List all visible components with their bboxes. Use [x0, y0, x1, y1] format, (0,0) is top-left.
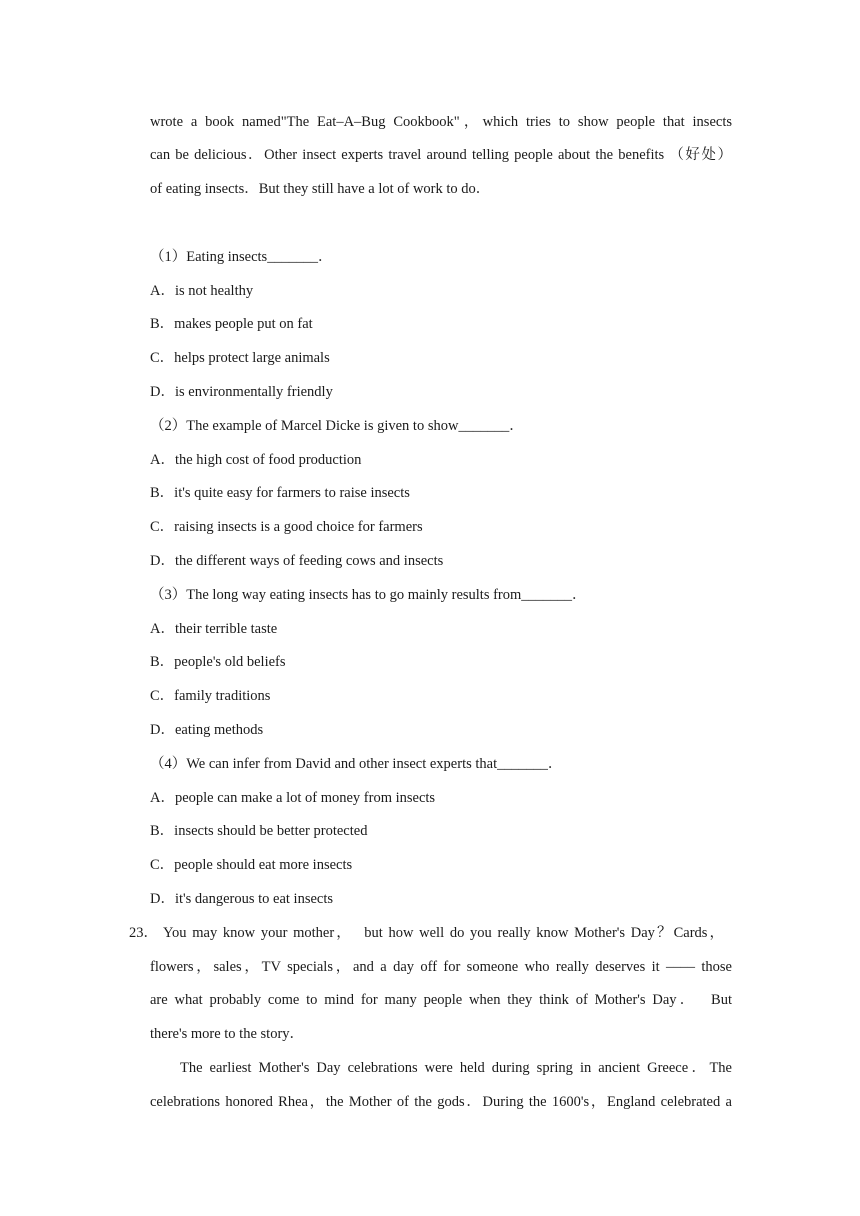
answer-option[interactable]: D．eating methods — [150, 722, 264, 738]
item-text-line: flowers，sales，TV specials，and a day off for someone who really deserves it –––– those — [150, 959, 732, 975]
answer-option[interactable]: A．their terrible taste — [150, 621, 278, 637]
question-stem: （1）Eating insects_______． — [150, 249, 333, 265]
answer-option[interactable]: C．raising insects is a good choice for farmers — [150, 519, 423, 535]
answer-option[interactable]: D．it's dangerous to eat insects — [150, 891, 334, 907]
answer-option[interactable]: C．family traditions — [150, 688, 271, 704]
question-stem: （4）We can infer from David and other insect experts that_______． — [150, 756, 563, 772]
answer-option[interactable]: A．people can make a lot of money from insects — [150, 790, 436, 806]
answer-option[interactable]: C．people should eat more insects — [150, 857, 353, 873]
answer-option[interactable]: D．is environmentally friendly — [150, 384, 333, 400]
answer-option[interactable]: B．it's quite easy for farmers to raise insects — [150, 485, 410, 501]
answer-option[interactable]: A．is not healthy — [150, 283, 254, 299]
passage-line: of eating insects．But they still have a lot of work to do． — [150, 181, 491, 197]
item-text-line: The earliest Mother's Day celebrations were held during spring in ancient Greece．The — [180, 1060, 732, 1076]
passage-line: wrote a book named"The Eat–A–Bug Cookbook"，which tries to show people that insects — [150, 114, 732, 130]
answer-option[interactable]: B．insects should be better protected — [150, 823, 368, 839]
answer-option[interactable]: A．the high cost of food production — [150, 452, 362, 468]
item-text-line: there's more to the story． — [150, 1026, 305, 1042]
answer-option[interactable]: B．people's old beliefs — [150, 654, 286, 670]
question-stem: （3）The long way eating insects has to go mainly results from_______． — [150, 587, 587, 603]
answer-option[interactable]: C．helps protect large animals — [150, 350, 330, 366]
answer-option[interactable]: B．makes people put on fat — [150, 316, 313, 332]
item-number: 23． — [129, 925, 158, 941]
passage-line: can be delicious．Other insect experts travel around telling people about the benefits （好处） — [150, 147, 732, 163]
item-text-line: are what probably come to mind for many people when they think of Mother's Day． But — [150, 992, 732, 1008]
item-text-line: celebrations honored Rhea，the Mother of the gods．During the 1600's，England celebrated a — [150, 1094, 732, 1110]
answer-option[interactable]: D．the different ways of feeding cows and insects — [150, 553, 444, 569]
item-text-line: You may know your mother， but how well do you really know Mother's Day？Cards， — [163, 925, 724, 941]
question-stem: （2）The example of Marcel Dicke is given to show_______． — [150, 418, 524, 434]
